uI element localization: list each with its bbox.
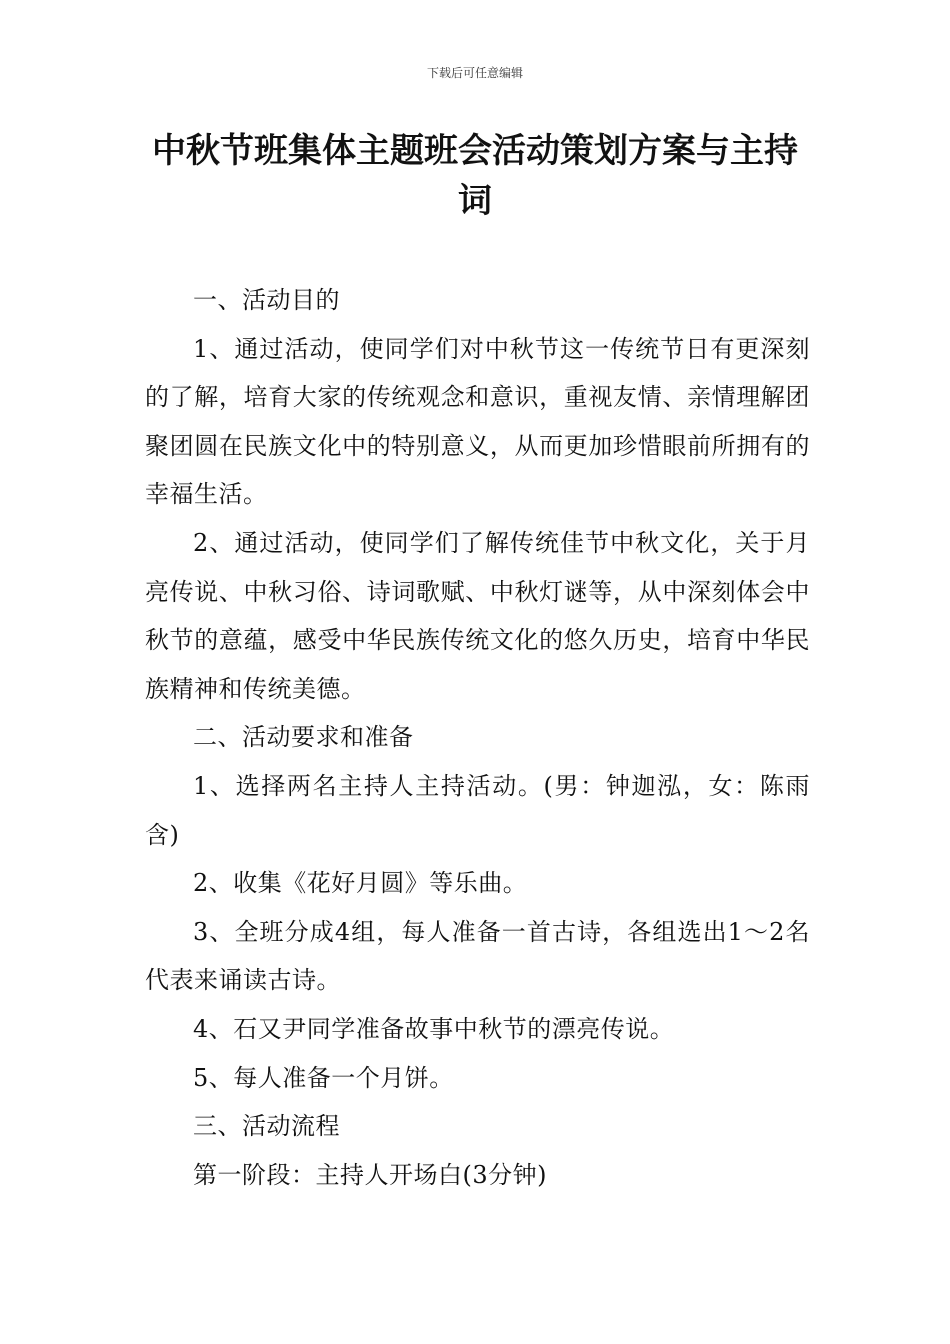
section-heading-requirements: 二、活动要求和准备 [193,723,414,752]
paragraph-process-stage-1: 第一阶段：主持人开场白(3分钟) [193,1160,547,1189]
section-heading-purpose: 一、活动目的 [193,286,340,314]
paragraph-purpose-1: 1、通过活动，使同学们对中秋节这一传统节日有更深刻的了解，培育大家的传统观念和意识，重视友情、亲情理解团聚团圆在民族文化中的特别意义，从而更加珍惜眼前所拥有的幸福生活。 [145,334,810,509]
paragraph-requirement-1: 1、选择两名主持人主持活动。(男：钟迦泓，女：陈雨含) [145,771,810,849]
section-heading-process: 三、活动流程 [193,1112,340,1141]
page-title: 中秋节班集体主题班会活动策划方案与主持词 [152,131,798,221]
paragraph-requirement-4: 4、石又尹同学准备故事中秋节的漂亮传说。 [193,1014,675,1043]
paragraph-requirement-3: 3、全班分成4组，每人准备一首古诗，各组选出1～2名代表来诵读古诗。 [145,917,810,995]
paragraph-requirement-5: 5、每人准备一个月饼。 [193,1063,454,1092]
document-body [145,276,810,1199]
paragraph-requirement-2: 2、收集《花好月圆》等乐曲。 [193,869,528,898]
header-note: 下载后可任意编辑 [426,66,523,80]
paragraph-purpose-2: 2、通过活动，使同学们了解传统佳节中秋文化，关于月亮传说、中秋习俗、诗词歌赋、中秋灯谜等，从中深刻体会中秋节的意蕴，感受中华民族传统文化的悠久历史，培育中华民族精神和传统美德。 [145,528,810,703]
